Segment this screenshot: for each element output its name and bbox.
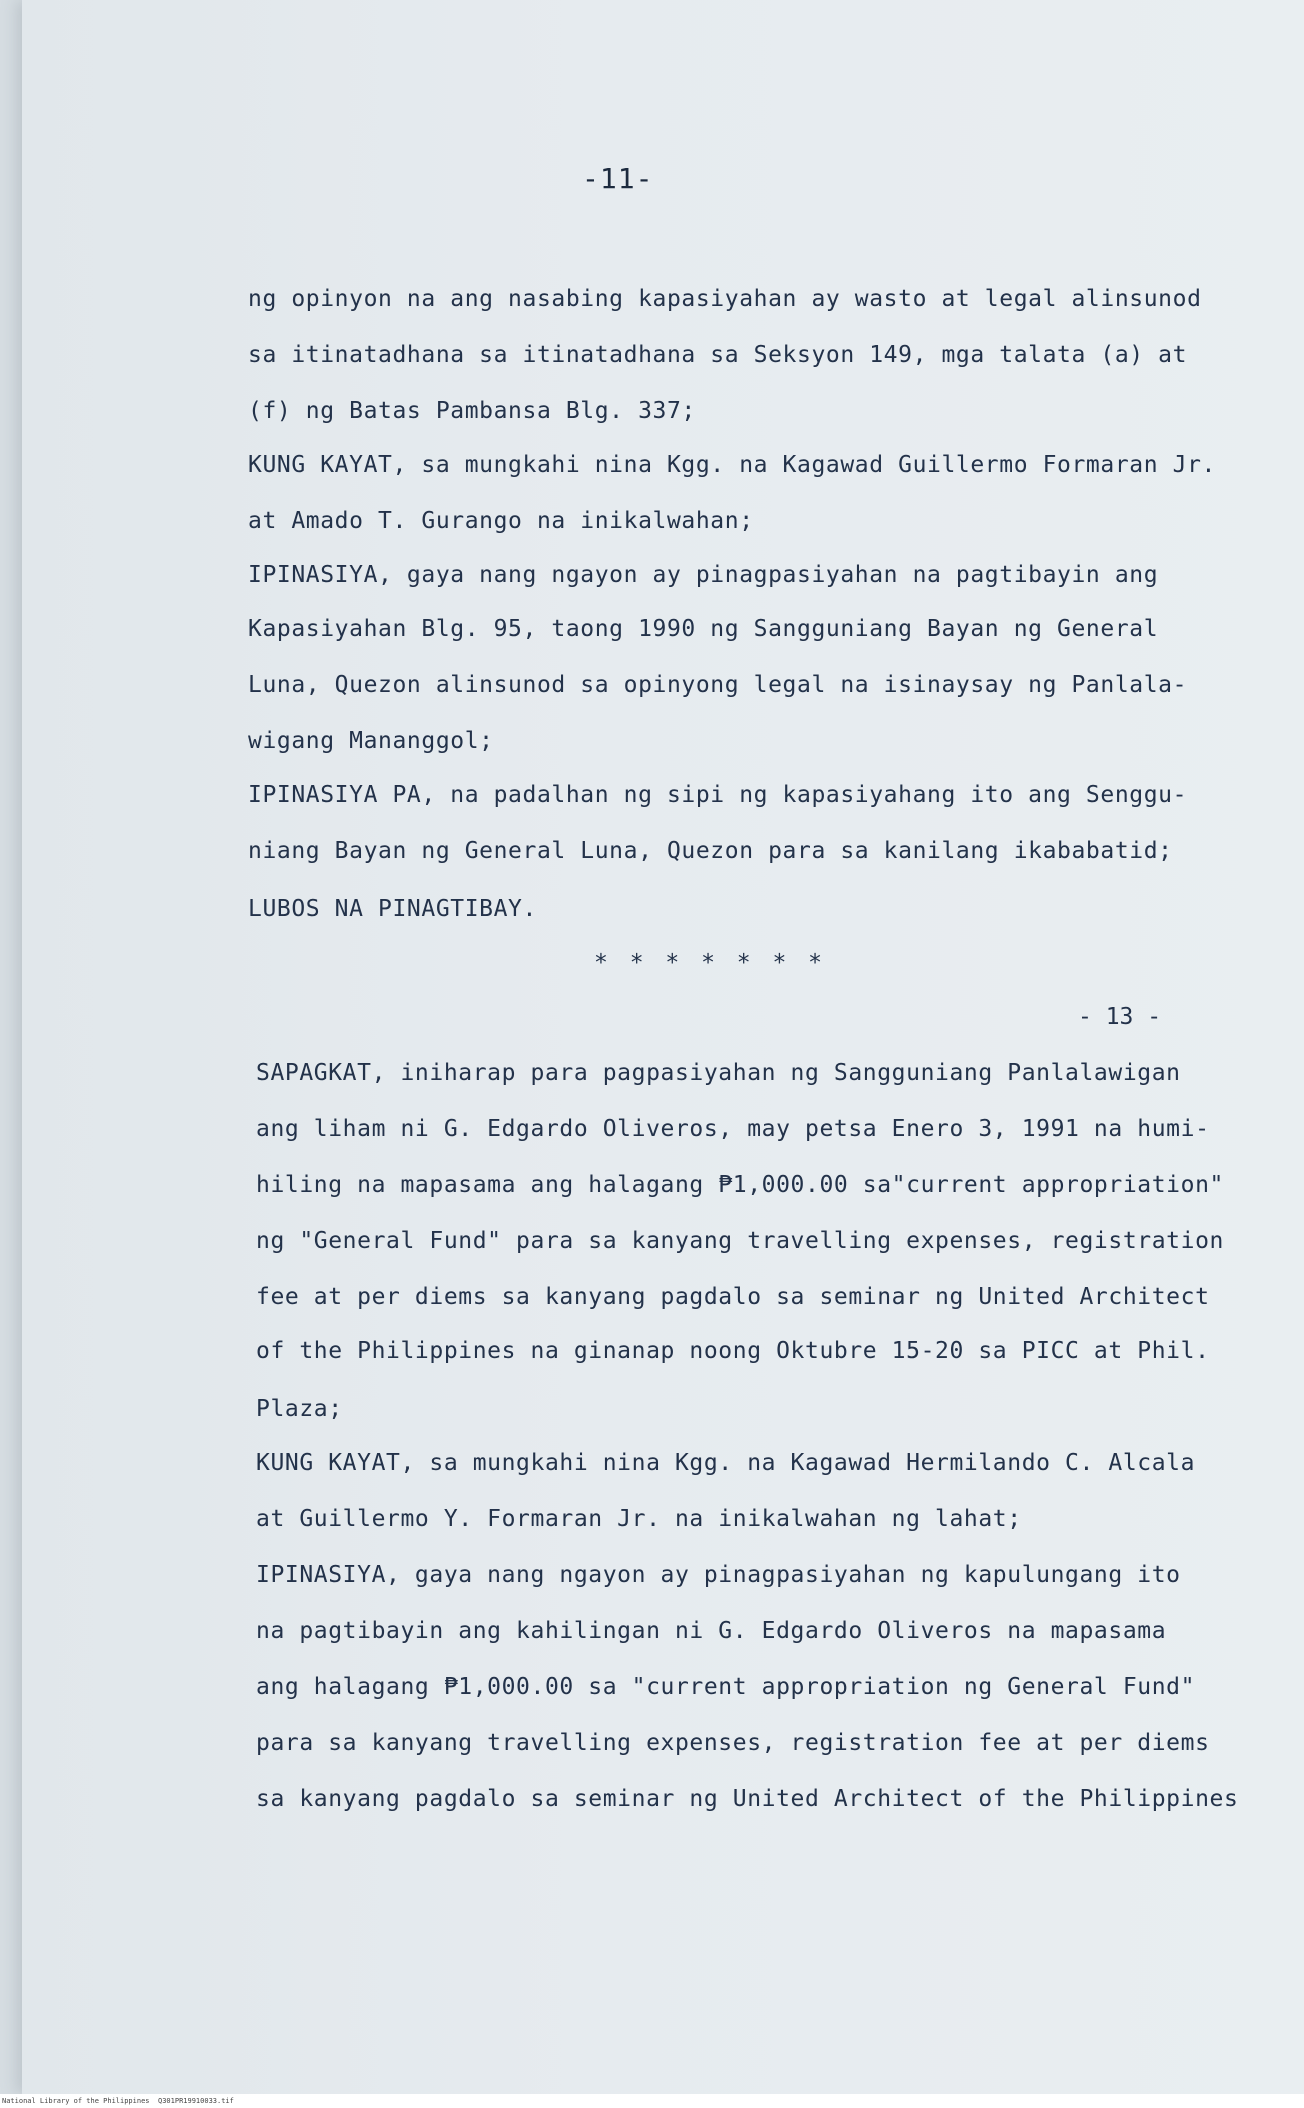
text-line: (f) ng Batas Pambansa Blg. 337; <box>248 398 696 424</box>
scan-footer <box>0 2094 1304 2108</box>
text-line: hiling na mapasama ang halagang ₱1,000.00 sa"current appropriation" <box>256 1172 1224 1198</box>
text-line: wigang Mananggol; <box>248 728 494 754</box>
text-line: ang liham ni G. Edgardo Oliveros, may petsa Enero 3, 1991 na humi- <box>256 1116 1210 1142</box>
text-line: Luna, Quezon alinsunod sa opinyong legal na isinaysay ng Panlala- <box>248 672 1188 698</box>
text-line: at Guillermo Y. Formaran Jr. na inikalwahan ng lahat; <box>256 1506 1022 1532</box>
text-line: IPINASIYA, gaya nang ngayon ay pinagpasiyahan ng kapulungang ito <box>256 1562 1181 1588</box>
text-line: Kapasiyahan Blg. 95, taong 1990 ng Sangguniang Bayan ng General <box>248 616 1159 642</box>
text-line: ng opinyon na ang nasabing kapasiyahan ay wasto at legal alinsunod <box>248 286 1202 312</box>
footer-source: National Library of the Philippines <box>2 2097 150 2105</box>
text-line: SAPAGKAT, iniharap para pagpasiyahan ng Sangguniang Panlalawigan <box>256 1060 1181 1086</box>
text-line: at Amado T. Gurango na inikalwahan; <box>248 508 754 534</box>
text-line: KUNG KAYAT, sa mungkahi nina Kgg. na Kagawad Hermilando C. Alcala <box>256 1450 1196 1476</box>
text-line: sa itinatadhana sa itinatadhana sa Seksyon 149, mga talata (a) at <box>248 342 1188 368</box>
text-line: KUNG KAYAT, sa mungkahi nina Kgg. na Kagawad Guillermo Formaran Jr. <box>248 452 1216 478</box>
document-page <box>22 0 1304 2094</box>
footer-filename: Q301PR19910033.tif <box>158 2097 234 2105</box>
section-separator: * * * * * * * <box>594 950 827 976</box>
text-line: LUBOS NA PINAGTIBAY. <box>248 896 537 922</box>
text-line: ng "General Fund" para sa kanyang travelling expenses, registration <box>256 1228 1224 1254</box>
text-line: para sa kanyang travelling expenses, registration fee at per diems <box>256 1730 1210 1756</box>
text-line: of the Philippines na ginanap noong Oktubre 15-20 sa PICC at Phil. <box>256 1338 1210 1364</box>
text-line: sa kanyang pagdalo sa seminar ng United Architect of the Philippines <box>256 1786 1239 1812</box>
page-number: -11- <box>582 162 654 195</box>
text-line: niang Bayan ng General Luna, Quezon para sa kanilang ikababatid; <box>248 838 1173 864</box>
text-line: na pagtibayin ang kahilingan ni G. Edgardo Oliveros na mapasama <box>256 1618 1167 1644</box>
text-line: IPINASIYA PA, na padalhan ng sipi ng kapasiyahang ito ang Senggu- <box>248 782 1188 808</box>
text-line: ang halagang ₱1,000.00 sa "current appropriation ng General Fund" <box>256 1674 1196 1700</box>
text-line: IPINASIYA, gaya nang ngayon ay pinagpasiyahan na pagtibayin ang <box>248 562 1159 588</box>
text-line: fee at per diems sa kanyang pagdalo sa seminar ng United Architect <box>256 1284 1210 1310</box>
text-line: Plaza; <box>256 1396 343 1422</box>
section-number: - 13 - <box>1078 1004 1162 1030</box>
